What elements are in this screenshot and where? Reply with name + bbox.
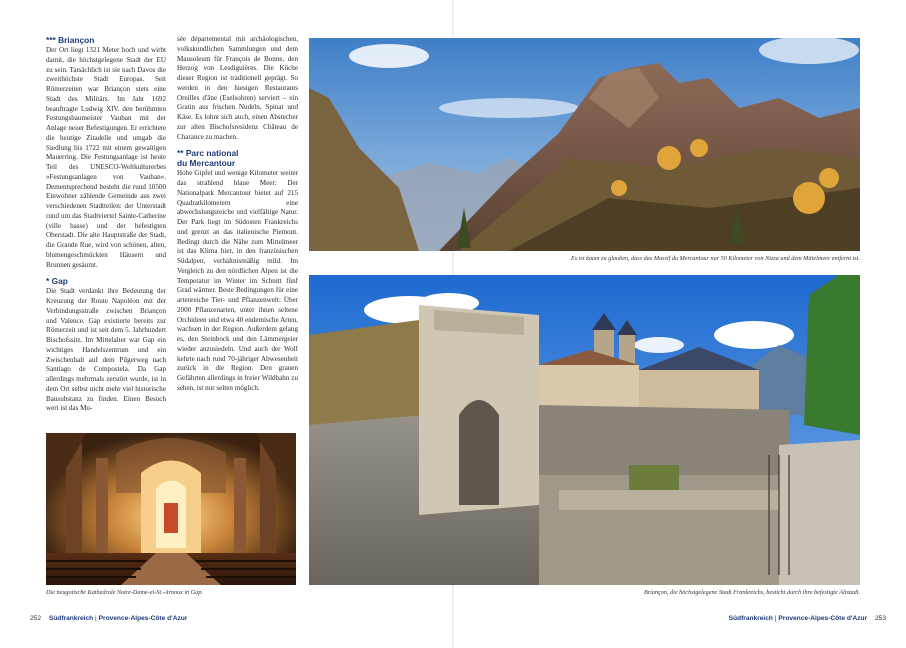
left-footer-region: Provence-Alpes-Côte d'Azur — [98, 615, 188, 622]
left-footer-section: Südfrankreich — [48, 615, 94, 622]
paragraph-briancon: Der Ort liegt 1321 Meter hoch und wirbt damit, die höchstgelegene Stadt der EU zu sein. Tatsächlich ist sie nach Davos die zweithöchste Stadt Europas. Seit Römerzeiten war Briançon stets eine Stadt des Militärs. Im Jahr 1692 beauftragte Ludwig XIV. den berühmten Festungsbaumeister Vauban mit der Anlage neuer Befestigungen. Er errichtete die heutige Zitadelle und umgab die Siedlung bis 1722 mit einem gewaltigen Mauerring. Die Festungsanlage ist heute Teil des UNESCO-Weltkulturerbes »Festungsanlagen von Vauban«. Dementsprechend besteht die rund 10500 Einwohner zählende Gemeinde aus zwei verschiedenen Stadtteilen: der Unterstadt rund um das Stadtviertel Sainte-Catherine (ville basse) und der befestigten Oberstadt. Die alte Hauptstraße der Stadt, die Grande Rue, wird von schönen, alten, blumengeschmückten Häusern und Brunnen gesäumt. — [46, 46, 166, 269]
paragraph-gap-continued: sée départemental mit archäologischen, volkskundlichen Sammlungen und dem Mausoleum für François de Bonne, den Herzog von Lesdiguières. Die Küche dieser Region ist traditionell geprägt. So werden in den hiesigen Restaurants Oreilles d'âne (Eselsohren) serviert – ein Gratin aus frischen Nudeln, Spinat und Käse. Es lohnt sich auch, einen Abstecher zur alten Bischofsresidenz Château de Charance zu machen. — [177, 35, 298, 141]
mountain-caption: Es ist kaum zu glauben, dass das Massif du Mercantour nur 50 Kilometer von Nizza und dem Mittelmeer entfernt ist. — [570, 255, 860, 262]
mountain-photo — [309, 38, 860, 251]
right-footer-section: Südfrankreich — [728, 615, 773, 622]
paragraph-gap: Die Stadt verdankt ihre Bedeutung der Kreuzung der Route Napoléon mit der Verbindungsstraße zwischen Briançon und Valence. Gap existierte bereits zur Römerzeit und ist seit dem 5. Jahrhundert Bischofssitz. Im Mittelalter war Gap ein wichtiges Handelszentrum und ein Zwischenhalt auf dem Pilgerweg nach Santiago de Compostela. Da Gap allerdings mehrmals zerstört wurde, ist in dem Ort selbst nicht mehr viel historische Bausubstanz zu finden. Einen Besuch wert ist das Mu- — [46, 287, 166, 413]
left-footer-separator: | — [95, 615, 97, 622]
heading-mercantour-line2: du Mercantour — [177, 158, 236, 169]
text-column-1 — [46, 35, 166, 414]
right-footer-separator: | — [774, 615, 777, 622]
heading-mercantour — [177, 148, 298, 168]
fortress-caption: Briançon, die höchstgelegene Stadt Frankreichs, besticht durch ihre befestigte Altstadt. — [643, 589, 860, 596]
right-footer-region: Provence-Alpes-Côte d'Azur — [778, 615, 868, 622]
right-footer — [729, 615, 892, 622]
left-footer — [24, 615, 187, 622]
fortress-photo — [309, 275, 860, 585]
left-page-number: 252 — [30, 615, 42, 622]
paragraph-mercantour: Hohe Gipfel und wenige Kilometer weiter das strahlend blaue Meer: Der Nationalpark Mercantour bietet auf 215 Quadratkilometern eine abwechslungsreiche und vielfältige Natur. Der Park liegt im Südosten Frankreichs und grenzt an das italienische Piemont. Bedingt durch die Nähe zum Mittelmeer ist das Klima hier, in den französischen Südalpen, verhältnismäßig mild. Im Vergleich zu den nördlichen Alpen ist die Temperatur im Winter im Schnitt fünf Grad wärmer. Beste Bedingungen für eine artenreiche Tier- und Pflanzenwelt: Über 2000 Pflanzenarten, unter ihnen seltene Orchideen und etwa 40 endemische Arten, wachsen in der Region. Außerdem gelang es, den Steinbock und den Lämmergeier wieder anzusiedeln. Und auch der Wolf kehrte nach rund 70-jähriger Abwesenheit zurück in die Region. Den grauen Gefährten allerdings in freier Wildbahn zu sehen, ist nur selten möglich. — [177, 169, 298, 392]
heading-mercantour-line1: ** Parc national — [177, 148, 239, 159]
right-page-number: 253 — [874, 615, 886, 622]
cathedral-caption: Die neugotische Kathedrale Notre-Dame-et-St.-Arnoux in Gap. — [46, 589, 204, 596]
text-column-2 — [177, 35, 298, 394]
heading-gap: * Gap — [46, 276, 68, 287]
cathedral-photo — [46, 433, 296, 585]
heading-briancon: *** Briançon — [46, 35, 95, 45]
